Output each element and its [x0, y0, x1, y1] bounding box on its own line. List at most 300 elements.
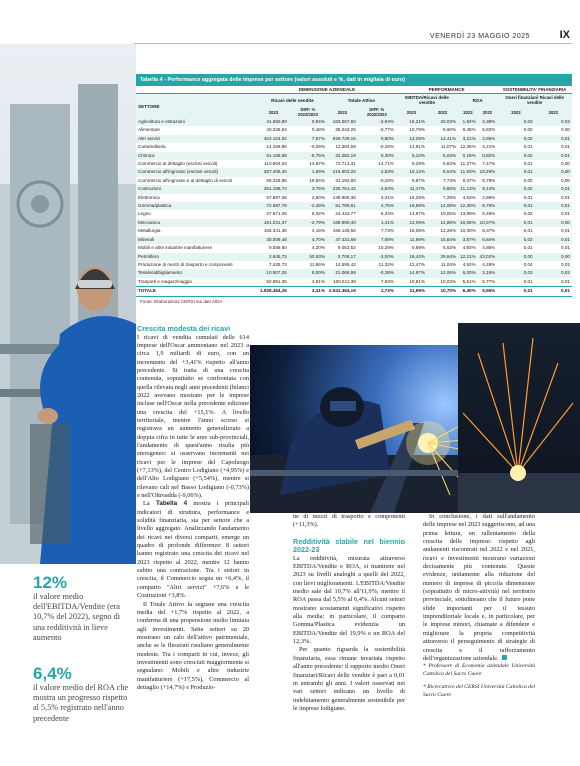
table-cell: 0,01	[523, 278, 533, 284]
sector-name: Minerali	[136, 236, 258, 244]
article-column-2	[293, 513, 405, 713]
performance-table	[136, 74, 572, 306]
table-cell: 5,51%	[462, 278, 476, 284]
paragraph-tabella	[137, 500, 249, 600]
table-cell: 10,81%	[409, 278, 425, 284]
table-cell: 0,02	[561, 261, 570, 267]
column-header: 2023	[258, 106, 289, 118]
table-cell: 11,32%	[378, 261, 394, 267]
table-cell: 87.897,35	[266, 194, 287, 200]
table-cell: 10,29%	[378, 245, 394, 251]
table-cell: -0,38%	[358, 269, 396, 277]
total-cell: 1,73%	[358, 287, 396, 296]
table-cell: 7,57%	[289, 135, 327, 143]
group-performance: PERFORMANCE	[396, 86, 497, 94]
total-cell: 1.928.464,26	[258, 287, 289, 296]
table-cell: 12,35%	[460, 144, 476, 150]
table-cell: 155.341,36	[263, 228, 287, 234]
section-heading-ricavi: Crescita modesta dei ricavi	[137, 324, 231, 333]
table-cell: 8,45%	[462, 127, 476, 133]
table-row	[136, 135, 572, 143]
table-cell: 56.326,86	[266, 177, 287, 183]
table-cell: 30.009,48	[258, 236, 289, 244]
table-cell: 14,87%	[396, 269, 427, 277]
table-cell: 0,02	[535, 118, 572, 126]
table-row	[136, 185, 572, 193]
paragraph-attivo-cont: ne di mezzi di trasporto e componenti (+11,3%).	[293, 513, 405, 529]
sector-name: Produzione di mezzi di trasporto e componenti	[138, 261, 233, 267]
table-cell: 9,29%	[411, 161, 425, 167]
table-cell: 6,84%	[478, 236, 498, 244]
table-cell: 9,37%	[462, 177, 476, 183]
article-column-3	[423, 513, 535, 699]
sector-name: Petrolifero	[136, 253, 258, 261]
table-cell: 0,80%	[358, 135, 396, 143]
table-cell: 138.809,38	[332, 194, 356, 200]
table-row	[136, 126, 572, 134]
table-cell: 27.871,35	[266, 211, 287, 217]
table-cell: 0,01	[523, 194, 533, 200]
paragraph-redditivita: La redditività, misurata attraverso EBITDA/Vendite e ROA, si mantiene nel 2023 su livelli analoghi a quelli del 2022, con lievi miglioramenti. L'EBITDA/Vendite medio sale dal 10,7% all'11,9%, mentre il ROA passa dal 5,5% al 6,4%. Alcuni settori mostrano scostamenti significativi rispetto alla media: in particolare, il comparto Gomma/Plastica evidenzia un EBITDA/Vendite del 19,9% e un ROA del 12,3%.	[293, 554, 405, 646]
table-cell: 4,16%	[311, 228, 325, 234]
table-cell: 12.384,59	[335, 144, 356, 150]
table-cell: 72.713,31	[335, 161, 356, 167]
table-cell: 9,85%	[427, 185, 458, 193]
stat-roa-text: il valore medio del ROA che mostra un progresso rispetto al 5,5% registrato nell'anno precedente	[33, 683, 129, 723]
table-cell: 15,08%	[409, 228, 425, 234]
table-cell: 11,13%	[458, 185, 478, 193]
table-cell: 14.595,42	[335, 261, 356, 267]
table-cell: 2.845,73	[258, 253, 289, 261]
table-title: Tabella 4 - Performance aggregata delle imprese per settore (valori assoluti e %, dati in migliaia di euro)	[136, 74, 572, 86]
column-header: 2023	[458, 106, 478, 118]
table-cell: 4,86%	[482, 245, 496, 251]
table-cell: 5,83%	[482, 127, 496, 133]
table-cell: 12,88%	[427, 219, 458, 227]
table-cell: 10,07%	[478, 219, 498, 227]
table-cell: 3,75%	[289, 185, 327, 193]
table-cell: 10,79%	[409, 127, 425, 133]
table-cell: 6,82%	[443, 161, 457, 167]
table-cell: 3,31%	[380, 194, 394, 200]
col-ricavi: Ricavi delle vendite	[258, 94, 327, 107]
table-cell: 5,77%	[482, 278, 496, 284]
table-cell: 0,02	[497, 185, 534, 193]
table-row	[136, 202, 572, 210]
table-source: Fonte: Elaborazioni CERSI sui dati AIDA	[140, 298, 223, 304]
column-header: DIFF. % 2022/2023	[358, 106, 396, 118]
tabella-ref: Tabella 4	[155, 500, 188, 508]
table-cell: 11,17%	[396, 185, 427, 193]
photo-worker-machinery	[0, 44, 136, 564]
table-cell: 10,30%	[460, 228, 476, 234]
table-cell: 4,61%	[311, 278, 325, 284]
sector-name: Chimica	[136, 152, 258, 160]
table-row	[136, 253, 572, 261]
spacer	[136, 86, 258, 94]
table-cell: 35.043,25	[335, 127, 356, 133]
issue-date: VENERDÌ 23 MAGGIO 2025	[429, 33, 530, 40]
table-cell: 5,04%	[427, 152, 458, 160]
sector-name: Meccanica	[136, 219, 258, 227]
sector-name: Altri servizi	[136, 135, 258, 143]
table-cell: 0,00	[535, 253, 572, 261]
group-dimension: DIMENSIONE AZIENDALE	[258, 86, 396, 94]
sector-name: Elettronica	[138, 194, 160, 200]
worker-illustration	[0, 44, 136, 564]
table-cell: -0,20%	[379, 177, 394, 183]
table-cell: 47.431,69	[327, 236, 358, 244]
page-number: IX	[559, 29, 570, 41]
table-cell: 0,02	[535, 269, 572, 277]
table-cell: 0,00	[523, 177, 533, 183]
table-cell: 72.687,76	[258, 202, 289, 210]
table-cell: 18,84%	[309, 177, 325, 183]
column-header: 2022	[427, 106, 458, 118]
table-cell: 4,53%	[462, 194, 476, 200]
table-cell: 4,20%	[311, 245, 325, 251]
paragraph-conclusione	[423, 513, 535, 663]
table-cell: 1,69%	[289, 168, 327, 176]
sector-name: Commercio al dettaglio (esclusi veicoli)	[138, 161, 218, 167]
table-row	[136, 227, 572, 235]
table-cell: 9,14%	[478, 185, 498, 193]
end-of-article-mark	[502, 655, 507, 660]
table-row	[136, 194, 572, 202]
table-cell: 12,30%	[458, 202, 478, 210]
table-cell: 0,02	[497, 152, 534, 160]
table-cell: 13,25%	[396, 135, 427, 143]
total-cell: 3,41%	[289, 287, 327, 296]
table-cell: 82.991,35	[266, 278, 287, 284]
table-cell: 0,01	[561, 228, 570, 234]
table-cell: 16,25%	[409, 194, 425, 200]
table-row	[136, 244, 572, 252]
table-cell: 20,03%	[427, 118, 458, 126]
sector-name: Legno	[138, 211, 151, 217]
article-column-1	[137, 325, 249, 692]
table-cell: 8,79%	[482, 177, 496, 183]
table-cell: 0,30%	[358, 152, 396, 160]
table-cell: 9.053,52	[337, 245, 356, 251]
table-cell: 9.589,60	[268, 245, 287, 251]
table-cell: -8,75%	[289, 152, 327, 160]
table-cell: 1,84%	[458, 118, 478, 126]
table-cell: 0,01	[561, 144, 570, 150]
table-cell: 0,00	[535, 219, 572, 227]
table-cell: 0,01	[535, 152, 572, 160]
column-header: DIFF. % 2022/2023	[289, 106, 327, 118]
stat-ebitda-value: 12%	[33, 573, 68, 592]
table-cell: 4,92%	[462, 261, 476, 267]
table-row	[136, 278, 572, 287]
table-row	[136, 152, 572, 160]
total-cell: 0,01	[497, 287, 534, 296]
total-cell: 0,01	[535, 287, 572, 296]
table-row	[136, 236, 572, 244]
table-cell: 12,21%	[458, 253, 478, 261]
table-cell: -3,00%	[358, 253, 396, 261]
table-cell: 2,60%	[311, 194, 325, 200]
sector-name: Metallurgia	[138, 228, 161, 234]
table-cell: 81.789,61	[327, 202, 358, 210]
stat-roa-value: 6,4%	[33, 664, 72, 683]
paragraph-attivo: Il Totale Attivo fa segnare una crescita media del +1,7% rispetto al 2022, a conferma di una propensione molto limitata agli investimenti. Sette settori su 20 mostrano un calo dell'attivo patrimoniale, anche se le flessioni risultano generalmente modeste. Tra i comparti in cui, invece, gli investimenti sono cresciuti maggiormente si segnalano: Mobili e altre industrie manifatturiere (+17,5%), Commercio al dettaglio (+14,7%) e Produzio-	[137, 600, 249, 691]
table-cell: 40.336,94	[266, 127, 287, 133]
table-cell: 3.706,17	[327, 253, 358, 261]
table-cell: 0,03	[497, 269, 534, 277]
table-cell: 166.148,56	[332, 228, 356, 234]
author-note-2: * Ricercatrice del CERSI Università Cattolica del Sacro Cuore	[423, 684, 535, 698]
table-cell: 8,76%	[478, 202, 498, 210]
table-cell: 7,73%	[380, 228, 394, 234]
table-cell: 10,29%	[478, 168, 498, 176]
sparks-illustration	[458, 323, 580, 513]
stat-ebitda-text: il valore medio dell'EBITDA/Vendite (era 10,7% del 2022), segno di una redditività in lieve aumento	[33, 592, 121, 642]
table-cell: 1,41%	[358, 219, 396, 227]
table-cell: 0,01	[497, 202, 534, 210]
paragraph-ricavi: I ricavi di vendita cumulati delle 614 imprese dell'Oscar ammontano nel 2023 a circa 1,9 miliardi di euro, con un incremento del +3,41% rispetto all'anno precedente. Si tratta di una crescita contenuta, soprattutto se confrontata con quella rilevata negli anni precedenti (bilanci 2022 avevano mostrato per le imprese incluse nell'Oscar nella precedente edizione una crescita del +15,1%. A livello territoriale, mentre l'anno scorso si registrava un aumento generalizzato a doppia cifra in tutte le aree sub-provinciali, l'andamento di quest'anno risulta più eterogeneo: si osservano incrementi nei ricavi per le imprese del Capoluogo (+7,13%), del Centro Lodigiano (+4,95%) e dell'Alto Lodigiano (+5,54%), mentre si rilevano cali nel Basso Lodigiano (-0,73%) e nell'Oltreadda (-9,06%).	[137, 333, 249, 500]
table-cell: 8,54%	[427, 168, 458, 176]
column-header: 2022	[478, 106, 498, 118]
table-cell: 14,97%	[409, 211, 425, 217]
table-cell: -0,26%	[379, 144, 394, 150]
table-cell: 3,87%	[458, 236, 478, 244]
table-cell: 11,99%	[396, 236, 427, 244]
table-cell: 0,00	[561, 177, 570, 183]
table-cell: 10,12%	[396, 168, 427, 176]
conclusione-text: In conclusione, i dati sull'andamento delle imprese nel 2023 suggeriscono, ad una prima lettura, un rallentamento della crescita delle imprese: rispetto agli andamenti riscontrati nel 2022 e nel 2021, ricavi e investimenti mostrano variazioni decisamente più contenute. Queste evidenze, unitamente alla riduzione del numero di imprese di piccola dimensione (soprattutto di micro-attività) nel territorio provinciale, sottolineano che il futuro pone sfide importanti per il tessuto imprenditoriale locale e, in particolare, per le imprese minori, chiamate a difendere e migliorare la propria competitività attraverso il perseguimento di strategie di crescita e il rafforzamento dell'organizzazione aziendale.	[423, 513, 535, 662]
table-cell: 0,94%	[289, 118, 327, 126]
table-cell: 7,28%	[443, 194, 457, 200]
sector-name: Carta/editoria	[138, 144, 166, 150]
table-cell: -0,09%	[310, 144, 325, 150]
table-cell: 0,00	[561, 127, 570, 133]
total-cell: 6,40%	[458, 287, 478, 296]
table-cell: 12,06%	[427, 269, 458, 277]
table-cell: 5,10%	[396, 152, 427, 160]
table-cell: 7,73%	[443, 177, 457, 183]
table-cell: 3,21%	[458, 135, 478, 143]
table-cell: 4,21%	[482, 144, 496, 150]
total-label: TOTALE	[136, 287, 258, 296]
table-cell: 7,47%	[482, 161, 496, 167]
table-cell: 0,01	[535, 135, 572, 143]
col-settore: SETTORE	[136, 94, 258, 119]
table-cell: 14,08%	[427, 202, 458, 210]
table-cell: 0,01	[523, 228, 533, 234]
table-row	[136, 143, 572, 151]
table-cell: 13,99%	[460, 211, 476, 217]
col-totale-attivo: Totale Attivo	[327, 94, 396, 107]
table-cell: 50,53%	[289, 253, 327, 261]
table-cell: 110.604,04	[264, 161, 287, 167]
table-cell: 6,34%	[380, 211, 394, 217]
table-cell: 4,75%	[358, 202, 396, 210]
total-cell: 11,99%	[396, 287, 427, 296]
table-cell: 21.066,99	[327, 269, 358, 277]
table-cell: 15,84%	[427, 236, 458, 244]
table-row	[136, 269, 572, 277]
table-cell: 19,98%	[396, 202, 427, 210]
table-cell: -2,64%	[358, 185, 396, 193]
table-cell: 0,01	[497, 219, 534, 227]
total-cell: 2.541.454,19	[327, 287, 358, 296]
sector-name: Gomma/plastica	[136, 202, 258, 210]
table-cell: 6,52%	[443, 245, 457, 251]
sector-name: Commercio all'ingrosso e al dettaglio di veicoli	[138, 177, 232, 183]
table-cell: 43,02%	[478, 253, 498, 261]
table-cell: 11,86%	[309, 261, 325, 267]
table-cell: 14.259,86	[266, 144, 287, 150]
table-body	[136, 118, 572, 296]
table-cell: 61.155,68	[258, 152, 289, 160]
table-cell: 8,60%	[443, 127, 457, 133]
table-cell: 0,16%	[458, 152, 478, 160]
table-cell: 4,70%	[289, 236, 327, 244]
table-cell: 0,01	[561, 211, 570, 217]
page-header	[0, 0, 580, 44]
table-row	[136, 261, 572, 269]
table-cell: 41.690,80	[258, 118, 289, 126]
table-cell: 0,82%	[478, 152, 498, 160]
table-cell: 11,04%	[440, 261, 457, 267]
table-cell: 929.739,16	[327, 135, 358, 143]
table-cell: 14,71%	[378, 161, 394, 167]
table-cell: 403.104,62	[258, 135, 289, 143]
table-cell: 11,07%	[440, 144, 457, 150]
stat-ebitda	[33, 574, 133, 643]
paragraph-sostenibilita: Per quanto riguarda la sostenibilità finanziaria, essa rimane invariata rispetto all'anno precedente: il rapporto medio Oneri finanziari/Ricavi delle vendite è pari a 0,01 in entrambi gli anni. I valori osservati nei vari settori indicano un livello di indebitamento generalmente sostenibile per le imprese lodigiane.	[293, 646, 405, 712]
table-cell: 11,63%	[458, 168, 478, 176]
table-cell: 2,88%	[482, 194, 496, 200]
table-cell: 287.406,40	[258, 168, 289, 176]
table-cell: 2,53%	[358, 168, 396, 176]
table-cell: 12,41%	[427, 135, 458, 143]
table-cell: 8,48%	[482, 211, 496, 217]
col-ebitda: EBITDA/Ricavi delle vendite	[396, 94, 458, 107]
col-roa: ROA	[458, 94, 497, 107]
table-row	[136, 219, 572, 227]
sector-name: Mobili e altre industrie manifatturiere	[138, 245, 213, 251]
tabella-lead: La	[143, 500, 150, 508]
sector-name: Trasporti e magazzinaggio	[138, 278, 192, 284]
column-header: 2022	[535, 106, 572, 118]
table-cell: -2,79%	[289, 219, 327, 227]
table-cell: 7.425,73	[268, 261, 287, 267]
table-row	[136, 210, 572, 218]
table-cell: 10.507,25	[258, 269, 289, 277]
table-cell: 0,01	[523, 161, 533, 167]
table-cell: 2,85%	[478, 135, 498, 143]
table-cell: 0,02	[497, 236, 534, 244]
table-cell: 0,02	[497, 135, 534, 143]
table-cell: 31.194,80	[335, 177, 356, 183]
table-cell: 0,01	[535, 202, 572, 210]
photo-sparks	[458, 323, 580, 513]
table-cell: 0,00	[497, 253, 534, 261]
table-cell: 0,01	[497, 168, 534, 176]
table-cell: 0,01	[535, 185, 572, 193]
table-cell: 0,01	[561, 194, 570, 200]
section-heading-redditivita: Redditività stabile nel biennio 2022-23	[293, 536, 405, 555]
sector-name: Alimentare	[138, 127, 160, 133]
table-cell: 13,09%	[396, 219, 427, 227]
stat-roa	[33, 665, 133, 724]
table-cell: -2,94%	[358, 118, 396, 126]
sector-name: Costruzioni	[136, 185, 258, 193]
table-cell: 3,16%	[478, 269, 498, 277]
table-cell: 163.567,60	[327, 118, 358, 126]
table-cell: 0,00	[561, 161, 570, 167]
table-cell: 8,37%	[482, 228, 496, 234]
table-row	[136, 177, 572, 185]
tabella-rest: mostra i principali indicatori di struttura, performance e solidità finanziaria, sia per settore che a livello aggregato. Analizzando l'andamento dei ricavi nei diversi comparti, emerge un quadro di profonde differenze: 8 settori hanno registrato una crescita dei ricavi nel 2023 rispetto al 2022, mentre 12 hanno subito una contrazione. Tra i settori in crescita, il Commercio segna un +6,4%, il comparto "Altri servizi" +7,6% e le Costruzioni +3,8%.	[137, 500, 250, 600]
table-cell: 4,48%	[482, 261, 496, 267]
table-total-row	[136, 287, 572, 296]
table-cell: 6,00%	[458, 269, 478, 277]
table-cell: 0,01	[523, 144, 533, 150]
table-cell: 7,68%	[358, 236, 396, 244]
table-cell: 16,21%	[396, 118, 427, 126]
table-cell: 10,03%	[440, 278, 457, 284]
table-cell: 168.990,40	[327, 219, 358, 227]
table-cell: 10,05%	[440, 211, 457, 217]
sector-name: Commercio all'ingrosso (esclusi veicoli)	[136, 168, 258, 176]
total-cell: 5,55%	[478, 287, 498, 296]
table-cell: 8,32%	[311, 211, 325, 217]
table-cell: 0,00	[523, 127, 533, 133]
table-cell: 10,06%	[458, 219, 478, 227]
table-row	[136, 118, 572, 126]
table-cell: 161.231,37	[258, 219, 289, 227]
table-cell: 216.603,20	[327, 168, 358, 176]
column-header: 2023	[497, 106, 534, 118]
table-cell: 0,48%	[311, 127, 325, 133]
table-cell: 9,00%	[289, 269, 327, 277]
col-oneri: Oneri finanziari/ Ricavi delle vendite	[497, 94, 572, 107]
table-cell: 0,02	[523, 211, 533, 217]
sector-table	[136, 86, 572, 297]
table-cell: 0,01	[535, 236, 572, 244]
table-cell: 12,28%	[440, 228, 457, 234]
table-cell: 225.761,42	[327, 185, 358, 193]
table-cell: 0,01	[561, 278, 570, 284]
table-cell: 34.282,19	[327, 152, 358, 160]
table-cell: 2,38%	[478, 118, 498, 126]
table-cell: 7,83%	[380, 278, 394, 284]
sector-name: Tessile/abbigliamento	[136, 269, 258, 277]
table-cell: -2,49%	[289, 202, 327, 210]
column-header: 2023	[396, 106, 427, 118]
table-cell: 100.511,38	[333, 278, 356, 284]
table-row	[136, 168, 572, 176]
table-cell: -0,77%	[379, 127, 394, 133]
group-sustainability: SOSTENIBILITA' FINANZIARIA	[497, 86, 572, 94]
table-row	[136, 160, 572, 168]
header-rule	[134, 43, 572, 44]
column-header: 2023	[327, 106, 358, 118]
table-cell: 9,69%	[411, 245, 425, 251]
table-cell: 261.188,74	[258, 185, 289, 193]
sector-name: Agricoltura e estrazioni	[136, 118, 258, 126]
table-cell: 24.433,77	[335, 211, 356, 217]
table-cell: 29,64%	[427, 253, 458, 261]
table-cell: 13,87%	[309, 161, 325, 167]
table-cell: 11,37%	[460, 161, 476, 167]
table-cell: 6,87%	[411, 177, 425, 183]
table-cell: 0,00	[535, 168, 572, 176]
